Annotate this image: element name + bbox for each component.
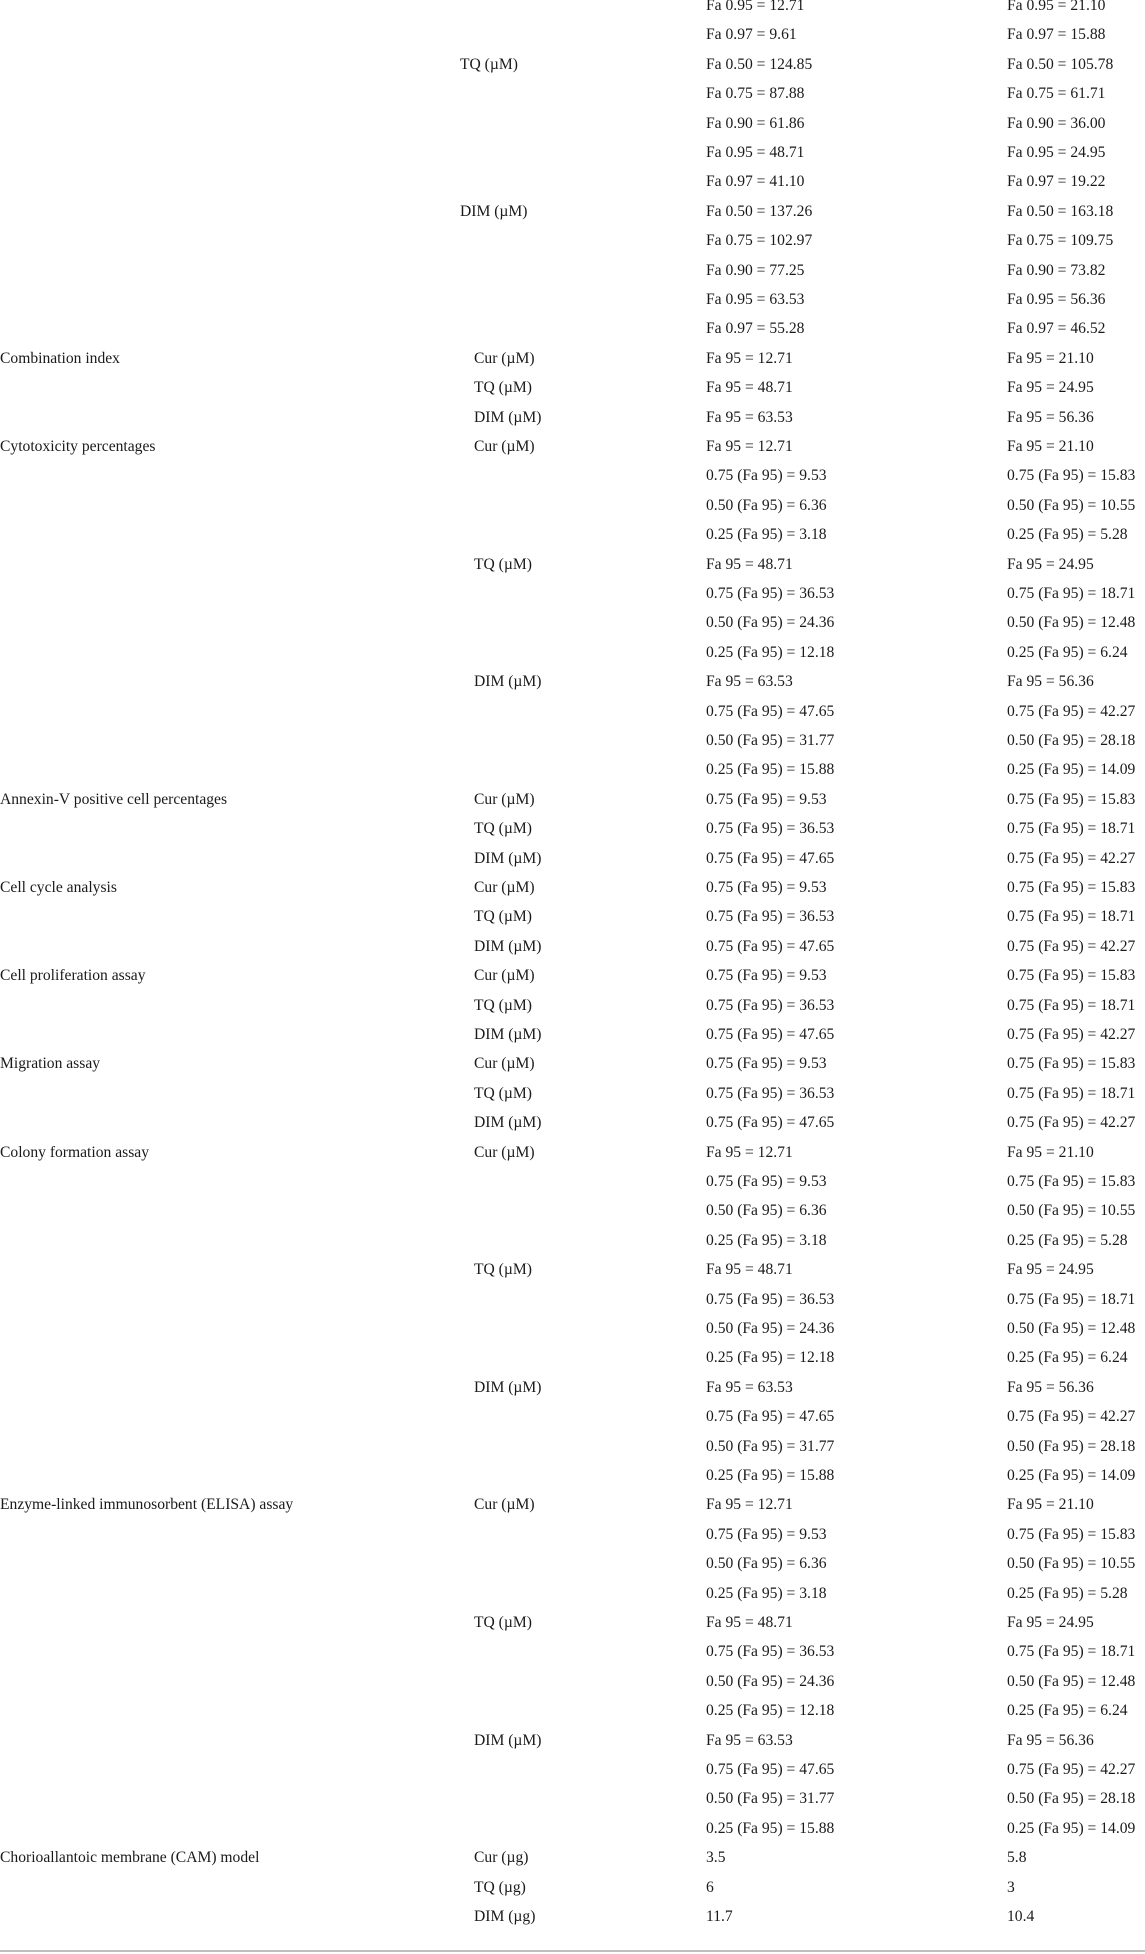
- value-cell-col3: Fa 95 = 48.71: [706, 555, 793, 573]
- table-row: [0, 1637, 1145, 1666]
- agent-cell: TQ (µM): [474, 555, 532, 573]
- value-cell-col4: 0.75 (Fa 95) = 42.27: [1007, 1408, 1136, 1426]
- table-row: [0, 20, 1145, 49]
- table-row: [0, 1020, 1145, 1049]
- value-cell-col4: Fa 95 = 21.10: [1007, 438, 1094, 455]
- value-cell-col3: Fa 0.97 = 41.10: [706, 173, 805, 191]
- value-cell-col4: 0.50 (Fa 95) = 12.48: [1007, 1672, 1136, 1690]
- agent-cell: TQ (µM): [474, 820, 532, 838]
- agent-cell: TQ (µM): [474, 1261, 532, 1279]
- table-row: [0, 814, 1145, 843]
- value-cell-col3: 0.75 (Fa 95) = 9.53: [706, 1055, 827, 1073]
- table-row: [0, 1549, 1145, 1578]
- table-row: [0, 932, 1145, 961]
- value-cell-col3: 0.50 (Fa 95) = 31.77: [706, 732, 835, 749]
- agent-cell: TQ (µM): [474, 1614, 532, 1631]
- assay-cell: Migration assay: [0, 1055, 101, 1073]
- value-cell-col3: Fa 95 = 12.71: [706, 1143, 793, 1161]
- value-cell-col4: Fa 0.97 = 15.88: [1007, 26, 1106, 44]
- table-row: [0, 138, 1145, 167]
- agent-cell: Cur (µM): [474, 1496, 535, 1514]
- value-cell-col3: 0.50 (Fa 95) = 31.77: [706, 1437, 835, 1455]
- value-cell-col3: Fa 0.90 = 77.25: [706, 261, 805, 279]
- table-row: [0, 697, 1145, 726]
- agent-cell: DIM (µg): [474, 1908, 536, 1925]
- table-row: [0, 461, 1145, 490]
- value-cell-col4: Fa 95 = 56.36: [1007, 673, 1094, 691]
- value-cell-col4: 0.25 (Fa 95) = 14.09: [1007, 1467, 1136, 1484]
- value-cell-col4: 0.75 (Fa 95) = 18.71: [1007, 1084, 1136, 1102]
- value-cell-col3: Fa 0.97 = 55.28: [706, 320, 805, 338]
- agent-cell: DIM (µM): [474, 849, 542, 867]
- value-cell-col3: Fa 0.90 = 61.86: [706, 114, 805, 132]
- value-cell-col3: Fa 95 = 63.53: [706, 1731, 793, 1749]
- value-cell-col4: Fa 0.97 = 46.52: [1007, 320, 1106, 338]
- value-cell-col4: Fa 95 = 24.95: [1007, 379, 1094, 397]
- agent-cell: TQ (µg): [474, 1878, 526, 1896]
- value-cell-col3: Fa 95 = 12.71: [706, 349, 793, 367]
- value-cell-col4: 0.75 (Fa 95) = 18.71: [1007, 908, 1136, 926]
- value-cell-col4: Fa 0.95 = 24.95: [1007, 144, 1106, 161]
- table-row: [0, 373, 1145, 402]
- value-cell-col4: Fa 0.90 = 36.00: [1007, 114, 1106, 132]
- table-row: [0, 1726, 1145, 1755]
- table-row: [0, 667, 1145, 696]
- value-cell-col3: 0.25 (Fa 95) = 3.18: [706, 526, 827, 544]
- table-row: [0, 1902, 1145, 1931]
- value-cell-col3: 0.75 (Fa 95) = 36.53: [706, 585, 835, 602]
- value-cell-col3: 0.25 (Fa 95) = 12.18: [706, 643, 835, 661]
- value-cell-col4: 0.75 (Fa 95) = 15.83: [1007, 1055, 1136, 1073]
- value-cell-col3: 0.50 (Fa 95) = 6.36: [706, 496, 827, 514]
- value-cell-col3: 0.50 (Fa 95) = 6.36: [706, 1202, 827, 1220]
- value-cell-col3: Fa 0.97 = 9.61: [706, 26, 797, 44]
- value-cell-col3: 0.75 (Fa 95) = 9.53: [706, 790, 827, 808]
- agent-cell: TQ (µM): [474, 908, 532, 926]
- value-cell-col3: 0.75 (Fa 95) = 47.65: [706, 1761, 835, 1778]
- value-cell-col4: 0.50 (Fa 95) = 10.55: [1007, 496, 1136, 514]
- agent-cell: DIM (µM): [474, 1731, 542, 1749]
- value-cell-col4: 0.75 (Fa 95) = 42.27: [1007, 937, 1136, 955]
- value-cell-col4: 0.75 (Fa 95) = 42.27: [1007, 702, 1136, 720]
- assay-cell: Cell cycle analysis: [0, 879, 117, 896]
- value-cell-col3: Fa 95 = 48.71: [706, 379, 793, 397]
- table-row: [0, 432, 1145, 461]
- value-cell-col3: 6: [706, 1878, 714, 1896]
- value-cell-col3: 0.25 (Fa 95) = 15.88: [706, 761, 835, 779]
- value-cell-col3: Fa 0.50 = 124.85: [706, 55, 813, 73]
- value-cell-col3: 0.75 (Fa 95) = 9.53: [706, 1525, 827, 1543]
- table-row: [0, 344, 1145, 373]
- table-row: [0, 1079, 1145, 1108]
- table-row: [0, 608, 1145, 637]
- value-cell-col4: Fa 95 = 24.95: [1007, 555, 1094, 573]
- value-cell-col4: 0.75 (Fa 95) = 15.83: [1007, 1173, 1136, 1190]
- value-cell-col3: 0.75 (Fa 95) = 47.65: [706, 849, 835, 867]
- table-row: [0, 1196, 1145, 1225]
- value-cell-col4: 0.50 (Fa 95) = 12.48: [1007, 1320, 1136, 1337]
- value-cell-col4: 0.50 (Fa 95) = 28.18: [1007, 1790, 1136, 1808]
- table-row: [0, 1255, 1145, 1284]
- agent-cell: Cur (µM): [474, 879, 535, 896]
- table-row: [0, 1843, 1145, 1872]
- table-bottom-rule: [0, 1950, 1145, 1952]
- value-cell-col4: Fa 0.50 = 105.78: [1007, 55, 1114, 73]
- value-cell-col3: 0.75 (Fa 95) = 9.53: [706, 467, 827, 485]
- value-cell-col3: 0.75 (Fa 95) = 36.53: [706, 908, 835, 926]
- agent-cell: DIM (µM): [474, 1114, 542, 1132]
- value-cell-col3: Fa 95 = 12.71: [706, 1496, 793, 1514]
- value-cell-col3: 11.7: [706, 1908, 733, 1925]
- table-row: [0, 1873, 1145, 1902]
- value-cell-col3: 0.75 (Fa 95) = 47.65: [706, 1026, 835, 1043]
- assay-cell: Annexin-V positive cell percentages: [0, 790, 228, 808]
- value-cell-col4: 0.75 (Fa 95) = 18.71: [1007, 1643, 1136, 1661]
- value-cell-col3: 0.50 (Fa 95) = 31.77: [706, 1790, 835, 1808]
- agent-cell: TQ (µM): [474, 379, 532, 397]
- table-row: [0, 726, 1145, 755]
- value-cell-col3: 0.75 (Fa 95) = 36.53: [706, 1290, 835, 1308]
- value-cell-col3: 0.25 (Fa 95) = 3.18: [706, 1231, 827, 1249]
- value-cell-col3: Fa 95 = 63.53: [706, 1378, 793, 1396]
- value-cell-col4: 0.25 (Fa 95) = 5.28: [1007, 1584, 1128, 1602]
- table-row: [0, 491, 1145, 520]
- table-row: [0, 0, 1145, 20]
- value-cell-col4: Fa 0.90 = 73.82: [1007, 261, 1106, 279]
- value-cell-col4: 0.25 (Fa 95) = 5.28: [1007, 526, 1128, 544]
- table-row: [0, 79, 1145, 108]
- table-row: [0, 844, 1145, 873]
- value-cell-col3: 0.25 (Fa 95) = 3.18: [706, 1584, 827, 1602]
- agent-cell: TQ (µM): [474, 996, 532, 1014]
- value-cell-col3: 0.75 (Fa 95) = 36.53: [706, 1084, 835, 1102]
- value-cell-col4: 0.75 (Fa 95) = 18.71: [1007, 585, 1136, 602]
- table-row: [0, 1138, 1145, 1167]
- value-cell-col3: Fa 95 = 12.71: [706, 438, 793, 455]
- value-cell-col4: 0.25 (Fa 95) = 14.09: [1007, 1819, 1136, 1837]
- value-cell-col3: 3.5: [706, 1849, 726, 1867]
- value-cell-col3: Fa 95 = 63.53: [706, 673, 793, 691]
- table-row: [0, 1520, 1145, 1549]
- table-row: [0, 991, 1145, 1020]
- value-cell-col3: 0.50 (Fa 95) = 24.36: [706, 614, 835, 632]
- value-cell-col3: 0.75 (Fa 95) = 47.65: [706, 702, 835, 720]
- table-row: [0, 256, 1145, 285]
- value-cell-col4: 0.50 (Fa 95) = 28.18: [1007, 732, 1136, 749]
- value-cell-col4: Fa 95 = 21.10: [1007, 349, 1094, 367]
- table-row: [0, 1755, 1145, 1784]
- table-row: [0, 197, 1145, 226]
- table-row: [0, 520, 1145, 549]
- value-cell-col3: 0.75 (Fa 95) = 9.53: [706, 967, 827, 985]
- value-cell-col4: 0.25 (Fa 95) = 5.28: [1007, 1231, 1128, 1249]
- value-cell-col3: 0.50 (Fa 95) = 24.36: [706, 1320, 835, 1337]
- agent-cell: Cur (µM): [474, 438, 535, 455]
- value-cell-col4: 0.75 (Fa 95) = 18.71: [1007, 996, 1136, 1014]
- value-cell-col3: 0.75 (Fa 95) = 36.53: [706, 996, 835, 1014]
- value-cell-col3: Fa 95 = 48.71: [706, 1261, 793, 1279]
- table-row: [0, 1167, 1145, 1196]
- value-cell-col3: Fa 0.95 = 63.53: [706, 291, 805, 308]
- value-cell-col3: Fa 95 = 48.71: [706, 1614, 793, 1631]
- table-row: [0, 1784, 1145, 1813]
- assay-cell: Combination index: [0, 349, 120, 367]
- value-cell-col4: 0.75 (Fa 95) = 42.27: [1007, 849, 1136, 867]
- table-row: [0, 579, 1145, 608]
- assay-cell: Chorioallantoic membrane (CAM) model: [0, 1849, 260, 1867]
- table-row: [0, 1226, 1145, 1255]
- table-row: [0, 961, 1145, 990]
- agent-cell: TQ (µM): [474, 1084, 532, 1102]
- value-cell-col4: 0.75 (Fa 95) = 18.71: [1007, 820, 1136, 838]
- table-row: [0, 1814, 1145, 1843]
- table-row: [0, 1490, 1145, 1519]
- value-cell-col3: Fa 0.95 = 48.71: [706, 144, 805, 161]
- table-row: [0, 550, 1145, 579]
- value-cell-col3: 0.25 (Fa 95) = 15.88: [706, 1819, 835, 1837]
- agent-cell: Cur (µM): [474, 349, 535, 367]
- table-row: [0, 109, 1145, 138]
- value-cell-col3: 0.75 (Fa 95) = 9.53: [706, 1173, 827, 1190]
- table-row: [0, 1343, 1145, 1372]
- table-row: [0, 1432, 1145, 1461]
- agent-cell: TQ (µM): [460, 55, 518, 73]
- table-row: [0, 1608, 1145, 1637]
- value-cell-col4: Fa 95 = 24.95: [1007, 1614, 1094, 1631]
- value-cell-col4: 0.75 (Fa 95) = 15.83: [1007, 790, 1136, 808]
- assay-cell: Enzyme-linked immunosorbent (ELISA) assay: [0, 1496, 294, 1514]
- value-cell-col3: 0.75 (Fa 95) = 36.53: [706, 1643, 835, 1661]
- agent-cell: Cur (µM): [474, 967, 535, 985]
- table-row: [0, 1373, 1145, 1402]
- value-cell-col3: Fa 0.50 = 137.26: [706, 202, 813, 220]
- value-cell-col4: 0.50 (Fa 95) = 12.48: [1007, 614, 1136, 632]
- value-cell-col4: Fa 95 = 21.10: [1007, 1496, 1094, 1514]
- table-row: [0, 902, 1145, 931]
- table-row: [0, 1402, 1145, 1431]
- value-cell-col3: 0.75 (Fa 95) = 9.53: [706, 879, 827, 896]
- agent-cell: Cur (µM): [474, 1143, 535, 1161]
- value-cell-col4: 0.75 (Fa 95) = 15.83: [1007, 879, 1136, 896]
- value-cell-col3: 0.25 (Fa 95) = 12.18: [706, 1702, 835, 1720]
- value-cell-col4: 10.4: [1007, 1908, 1035, 1925]
- value-cell-col3: 0.75 (Fa 95) = 47.65: [706, 937, 835, 955]
- value-cell-col4: Fa 0.50 = 163.18: [1007, 202, 1114, 220]
- value-cell-col4: 0.50 (Fa 95) = 10.55: [1007, 1555, 1136, 1573]
- value-cell-col4: Fa 0.75 = 109.75: [1007, 232, 1114, 250]
- table-row: [0, 1314, 1145, 1343]
- value-cell-col3: Fa 95 = 63.53: [706, 408, 793, 426]
- table-row: [0, 1579, 1145, 1608]
- agent-cell: DIM (µM): [460, 202, 528, 220]
- value-cell-col4: Fa 0.95 = 21.10: [1007, 0, 1106, 14]
- table-row: [0, 755, 1145, 784]
- agent-cell: Cur (µg): [474, 1849, 529, 1867]
- assay-cell: Colony formation assay: [0, 1143, 149, 1161]
- table-row: [0, 1696, 1145, 1725]
- value-cell-col3: 0.75 (Fa 95) = 47.65: [706, 1408, 835, 1426]
- value-cell-col4: 5.8: [1007, 1849, 1027, 1867]
- value-cell-col4: 0.50 (Fa 95) = 28.18: [1007, 1437, 1136, 1455]
- value-cell-col3: Fa 0.75 = 102.97: [706, 232, 813, 250]
- agent-cell: DIM (µM): [474, 1378, 542, 1396]
- agent-cell: Cur (µM): [474, 1055, 535, 1073]
- value-cell-col4: 0.50 (Fa 95) = 10.55: [1007, 1202, 1136, 1220]
- value-cell-col4: 0.75 (Fa 95) = 15.83: [1007, 1525, 1136, 1543]
- assay-cell: Cytotoxicity percentages: [0, 438, 156, 455]
- assay-cell: Cell proliferation assay: [0, 967, 146, 985]
- value-cell-col4: 0.75 (Fa 95) = 42.27: [1007, 1761, 1136, 1778]
- value-cell-col4: 0.75 (Fa 95) = 42.27: [1007, 1026, 1136, 1043]
- value-cell-col3: 0.75 (Fa 95) = 47.65: [706, 1114, 835, 1132]
- value-cell-col4: Fa 0.97 = 19.22: [1007, 173, 1106, 191]
- value-cell-col4: 0.75 (Fa 95) = 15.83: [1007, 467, 1136, 485]
- table-row: [0, 50, 1145, 79]
- value-cell-col3: 0.75 (Fa 95) = 36.53: [706, 820, 835, 838]
- value-cell-col4: 0.25 (Fa 95) = 14.09: [1007, 761, 1136, 779]
- value-cell-col4: Fa 95 = 21.10: [1007, 1143, 1094, 1161]
- value-cell-col3: 0.25 (Fa 95) = 15.88: [706, 1467, 835, 1484]
- value-cell-col3: 0.25 (Fa 95) = 12.18: [706, 1349, 835, 1367]
- table-row: [0, 1667, 1145, 1696]
- value-cell-col4: Fa 95 = 24.95: [1007, 1261, 1094, 1279]
- table-row: [0, 403, 1145, 432]
- value-cell-col4: Fa 0.75 = 61.71: [1007, 85, 1106, 103]
- table-row: [0, 1108, 1145, 1137]
- table-row: [0, 1285, 1145, 1314]
- table-row: [0, 285, 1145, 314]
- table-row: [0, 226, 1145, 255]
- value-cell-col4: 0.75 (Fa 95) = 15.83: [1007, 967, 1136, 985]
- agent-cell: DIM (µM): [474, 937, 542, 955]
- value-cell-col3: 0.50 (Fa 95) = 6.36: [706, 1555, 827, 1573]
- value-cell-col4: Fa 95 = 56.36: [1007, 1378, 1094, 1396]
- value-cell-col4: 3: [1007, 1878, 1015, 1896]
- value-cell-col4: 0.25 (Fa 95) = 6.24: [1007, 643, 1128, 661]
- value-cell-col4: 0.25 (Fa 95) = 6.24: [1007, 1349, 1128, 1367]
- agent-cell: Cur (µM): [474, 790, 535, 808]
- value-cell-col4: 0.75 (Fa 95) = 18.71: [1007, 1290, 1136, 1308]
- value-cell-col3: Fa 0.75 = 87.88: [706, 85, 805, 103]
- table-row: [0, 638, 1145, 667]
- table-row: [0, 167, 1145, 196]
- table-row: [0, 1461, 1145, 1490]
- value-cell-col4: 0.75 (Fa 95) = 42.27: [1007, 1114, 1136, 1132]
- value-cell-col4: Fa 0.95 = 56.36: [1007, 291, 1106, 308]
- agent-cell: DIM (µM): [474, 673, 542, 691]
- value-cell-col3: Fa 0.95 = 12.71: [706, 0, 805, 14]
- table-row: [0, 1049, 1145, 1078]
- table-row: [0, 873, 1145, 902]
- table-row: [0, 314, 1145, 343]
- agent-cell: DIM (µM): [474, 408, 542, 426]
- value-cell-col4: Fa 95 = 56.36: [1007, 1731, 1094, 1749]
- table-row: [0, 785, 1145, 814]
- value-cell-col4: 0.25 (Fa 95) = 6.24: [1007, 1702, 1128, 1720]
- agent-cell: DIM (µM): [474, 1026, 542, 1043]
- value-cell-col3: 0.50 (Fa 95) = 24.36: [706, 1672, 835, 1690]
- value-cell-col4: Fa 95 = 56.36: [1007, 408, 1094, 426]
